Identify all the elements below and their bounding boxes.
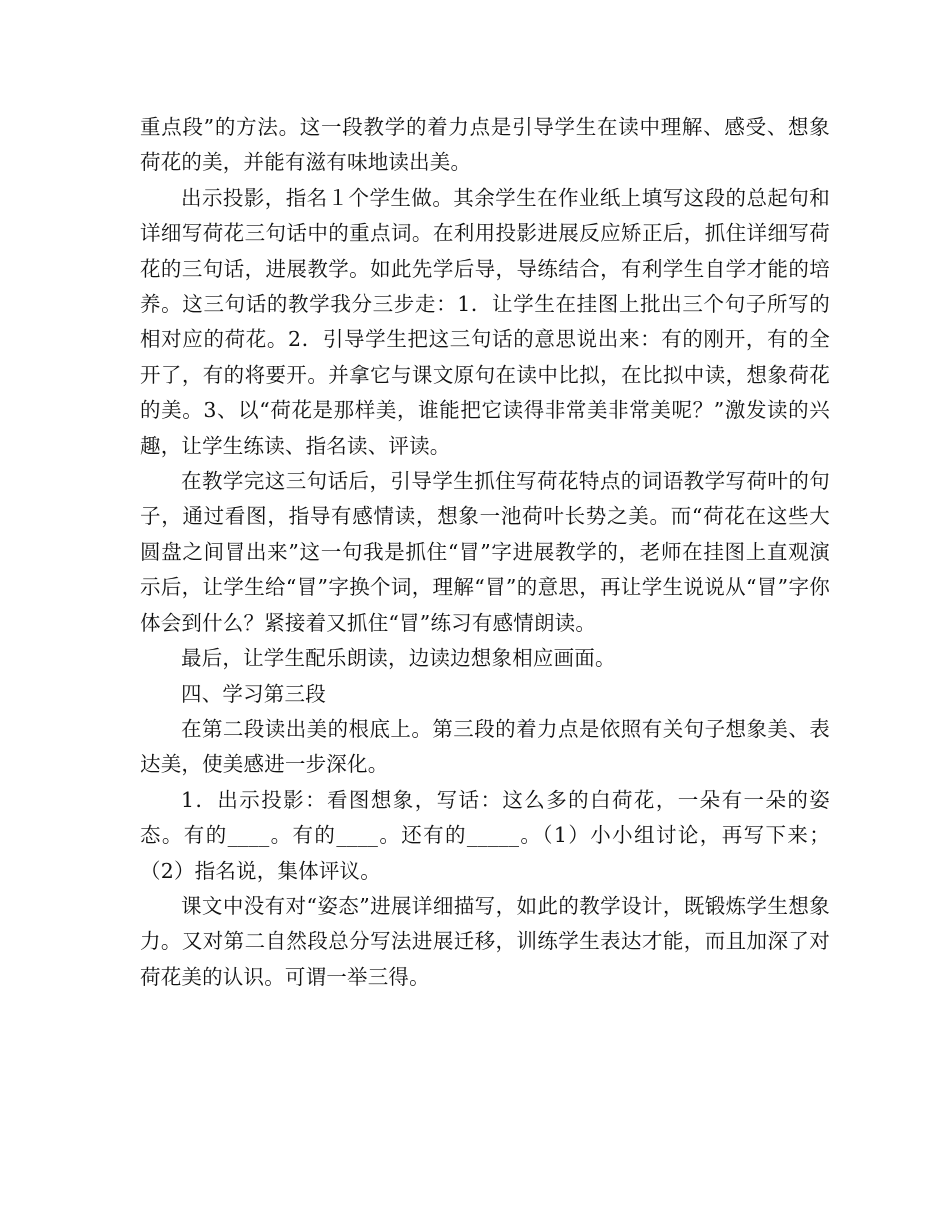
section-heading: 四、学习第三段 xyxy=(181,681,326,706)
paragraph-4: 最后，让学生配乐朗读，边读边想象相应画面。 xyxy=(181,646,616,671)
paragraph-2: 出示投影，指名１个学生做。其余学生在作业纸上填写这段的总起句和详细写荷花三句话中的重点词。在利用投影进展反应矫正后，抓住详细写荷花的三句话，进展教学。如此先学后导，导练结合，有利学生自学才能的培养。这三句话的教学我分三步走：1．让学生在挂图上批出三个句子所写的相对应的荷花。2．引导学生把这三句话的意思说出来：有的刚开，有的全开了，有的将要开。并拿它与课文原句在读中比拟，在比拟中读，想象荷花的美。3、以“荷花是那样美，谁能把它读得非常美非常美呢？”激发读的兴趣，让学生练读、指名读、评读。 xyxy=(140,185,830,458)
paragraph-7: 课文中没有对“姿态”进展详细描写，如此的教学设计，既锻炼学生想象力。又对第二自然段总分写法进展迁移，训练学生表达才能，而且加深了对荷花美的认识。可谓一举三得。 xyxy=(140,893,830,989)
paragraph-3: 在教学完这三句话后，引导学生抓住写荷花特点的词语教学写荷叶的句子，通过看图，指导有感情读，想象一池荷叶长势之美。而“荷花在这些大圆盘之间冒出来”这一句我是抓住“冒”字进展教学的，老师在挂图上直观演示后，让学生给“冒”字换个词，理解“冒”的意思，再让学生说说从“冒”字你体会到什么？紧接着又抓住“冒”练习有感情朗读。 xyxy=(140,469,830,635)
document-body xyxy=(140,110,830,995)
paragraph-6: 1．出示投影：看图想象，写话：这么多的白荷花，一朵有一朵的姿态。有的____。有的____。还有的_____。（1）小小组讨论，再写下来；（2）指名说，集体评议。 xyxy=(140,787,830,883)
paragraph-5: 在第二段读出美的根底上。第三段的着力点是依照有关句子想象美、表达美，使美感进一步深化。 xyxy=(140,716,830,777)
paragraph-1: 重点段”的方法。这一段教学的着力点是引导学生在读中理解、感受、想象荷花的美，并能有滋有味地读出美。 xyxy=(140,115,830,175)
